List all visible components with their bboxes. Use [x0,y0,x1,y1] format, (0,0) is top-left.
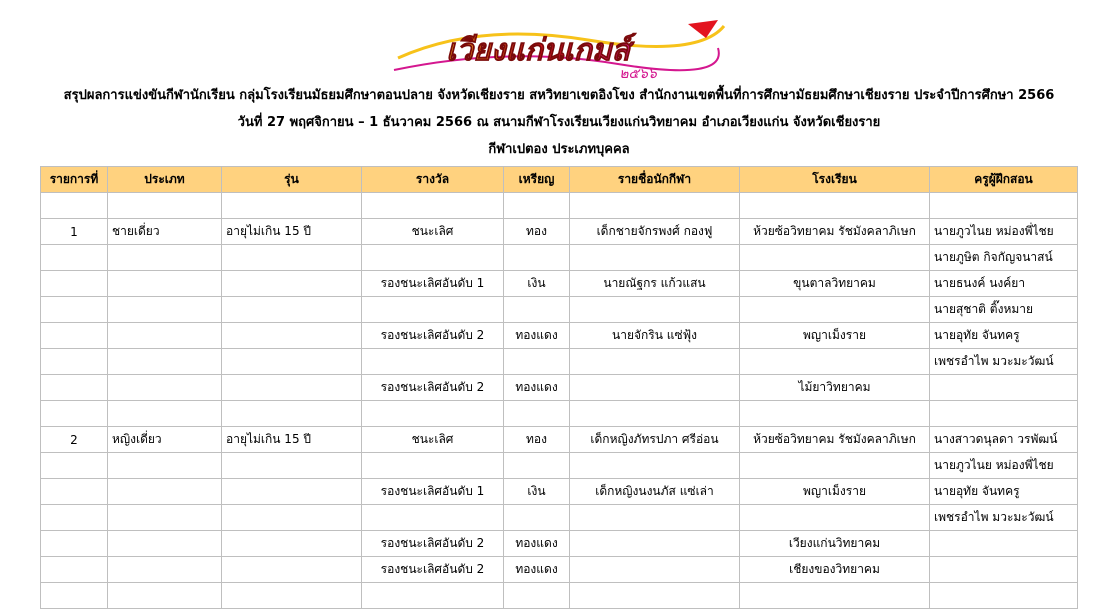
award-cell [362,349,504,375]
coach-cell [930,401,1078,427]
item-no-cell [41,479,108,505]
athlete-cell: นายจักริน แซ่ฟุ้ง [570,323,740,349]
col-header-type: ประเภท [108,167,222,193]
school-cell: ขุนตาลวิทยาคม [740,271,930,297]
award-cell: ชนะเลิศ [362,427,504,453]
item-no-cell [41,349,108,375]
table-row [41,427,1078,453]
award-cell [362,245,504,271]
athlete-cell [570,297,740,323]
coach-cell [930,375,1078,401]
school-cell: พญาเม็งราย [740,479,930,505]
coach-cell: นายภูวไนย หม่องพี่ไชย [930,219,1078,245]
medal-cell: ทองแดง [504,531,570,557]
award-cell: รองชนะเลิศอันดับ 2 [362,375,504,401]
type-cell [108,453,222,479]
medal-cell: เงิน [504,271,570,297]
coach-cell: นายสุชาติ ติ๊งหมาย [930,297,1078,323]
summary-title: สรุปผลการแข่งขันกีฬานักเรียน กลุ่มโรงเรียนมัธยมศึกษาตอนปลาย จังหวัดเชียงราย สหวิทยาเขตอิงโขง สำนักงานเขตพื้นที่การศึกษามัธยมศึกษาเชียงราย ประจำปีการศึกษา 2566 [63,88,1055,103]
athlete-cell: เด็กชายจักรพงศ์ กองฟู [570,219,740,245]
award-cell: ชนะเลิศ [362,219,504,245]
coach-cell: นางสาวดนุลดา วรพัฒน์ [930,427,1078,453]
medal-cell: ทอง [504,427,570,453]
type-cell [108,531,222,557]
age-class-cell [222,323,362,349]
medal-cell [504,297,570,323]
table-row [41,193,1078,219]
athlete-cell: นายณัฐกร แก้วแสน [570,271,740,297]
age-class-cell [222,245,362,271]
item-no-cell: 1 [41,219,108,245]
athlete-cell: เด็กหญิงภัทรปภา ศรีอ่อน [570,427,740,453]
table-row [41,323,1078,349]
age-class-cell [222,583,362,609]
athlete-cell [570,557,740,583]
school-cell [740,453,930,479]
age-class-cell [222,505,362,531]
medal-cell: ทองแดง [504,323,570,349]
age-class-cell [222,401,362,427]
col-header-school: โรงเรียน [740,167,930,193]
table-row [41,505,1078,531]
type-cell [108,245,222,271]
award-cell: รองชนะเลิศอันดับ 2 [362,323,504,349]
award-cell [362,297,504,323]
coach-cell [930,583,1078,609]
medal-cell [504,193,570,219]
age-class-cell [222,453,362,479]
item-no-cell [41,557,108,583]
col-header-medal: เหรียญ [504,167,570,193]
athlete-cell [570,245,740,271]
table-row [41,453,1078,479]
coach-cell: นายอุทัย จันทครู [930,323,1078,349]
coach-cell [930,193,1078,219]
school-cell [740,401,930,427]
athlete-cell [570,193,740,219]
logo-year: ๒๕๖๖ [619,66,657,82]
table-row [41,557,1078,583]
coach-cell: นายอุทัย จันทครู [930,479,1078,505]
coach-cell [930,557,1078,583]
age-class-cell [222,297,362,323]
item-no-cell [41,583,108,609]
type-cell [108,297,222,323]
table-row [41,375,1078,401]
school-cell [740,583,930,609]
school-cell: ห้วยซ้อวิทยาคม รัชมังคลาภิเษก [740,427,930,453]
results-table [40,166,1078,609]
item-no-cell [41,505,108,531]
age-class-cell: อายุไม่เกิน 15 ปี [222,427,362,453]
school-cell [740,505,930,531]
medal-cell: เงิน [504,479,570,505]
medal-cell [504,583,570,609]
logo-title: เวียงแก่นเกมส์ [446,33,630,68]
type-cell [108,401,222,427]
table-row [41,271,1078,297]
coach-cell: นายภูวไนย หม่องพี่ไชย [930,453,1078,479]
type-cell [108,375,222,401]
item-no-cell: 2 [41,427,108,453]
school-cell [740,245,930,271]
award-cell [362,193,504,219]
medal-cell: ทอง [504,219,570,245]
type-cell [108,193,222,219]
event-date-venue: วันที่ 27 พฤศจิกายน – 1 ธันวาคม 2566 ณ สนามกีฬาโรงเรียนเวียงแก่นวิทยาคม อำเภอเวียงแก่น จังหวัดเชียงราย [237,115,881,130]
col-header-item-no: รายการที่ [41,167,108,193]
type-cell [108,323,222,349]
type-cell [108,505,222,531]
table-row [41,245,1078,271]
age-class-cell [222,375,362,401]
age-class-cell [222,349,362,375]
type-cell [108,271,222,297]
athlete-cell [570,505,740,531]
award-cell: รองชนะเลิศอันดับ 2 [362,531,504,557]
athlete-cell [570,453,740,479]
type-cell: หญิงเดี่ยว [108,427,222,453]
school-cell [740,193,930,219]
item-no-cell [41,271,108,297]
award-cell: รองชนะเลิศอันดับ 1 [362,479,504,505]
type-cell [108,349,222,375]
col-header-athlete: รายชื่อนักกีฬา [570,167,740,193]
event-logo-graphic [388,18,728,84]
school-cell: ไม้ยาวิทยาคม [740,375,930,401]
coach-cell: เพชรอำไพ มวะมะวัฒน์ [930,505,1078,531]
athlete-cell [570,349,740,375]
age-class-cell [222,193,362,219]
table-row [41,349,1078,375]
medal-cell [504,453,570,479]
award-cell [362,505,504,531]
col-header-age-class: รุ่น [222,167,362,193]
award-cell [362,453,504,479]
award-cell: รองชนะเลิศอันดับ 1 [362,271,504,297]
age-class-cell [222,531,362,557]
sport-category-title: กีฬาเปตอง ประเภทบุคคล [488,142,630,157]
award-cell [362,401,504,427]
award-cell: รองชนะเลิศอันดับ 2 [362,557,504,583]
school-cell [740,297,930,323]
item-no-cell [41,531,108,557]
award-cell [362,583,504,609]
event-logo [388,18,728,84]
table-row [41,531,1078,557]
age-class-cell [222,479,362,505]
school-cell: เชียงของวิทยาคม [740,557,930,583]
school-cell: พญาเม็งราย [740,323,930,349]
medal-cell: ทองแดง [504,375,570,401]
item-no-cell [41,297,108,323]
type-cell [108,557,222,583]
athlete-cell [570,531,740,557]
item-no-cell [41,193,108,219]
age-class-cell: อายุไม่เกิน 15 ปี [222,219,362,245]
age-class-cell [222,271,362,297]
table-header-row [41,167,1078,193]
school-cell: เวียงแก่นวิทยาคม [740,531,930,557]
item-no-cell [41,375,108,401]
col-header-award: รางวัล [362,167,504,193]
school-cell [740,349,930,375]
age-class-cell [222,557,362,583]
table-row [41,583,1078,609]
school-cell: ห้วยซ้อวิทยาคม รัชมังคลาภิเษก [740,219,930,245]
medal-cell [504,505,570,531]
table-row [41,479,1078,505]
coach-cell: นายธนงค์ นงค์ยา [930,271,1078,297]
medal-cell [504,245,570,271]
results-table-body [41,193,1078,609]
col-header-coach: ครูผู้ฝึกสอน [930,167,1078,193]
item-no-cell [41,245,108,271]
medal-cell [504,349,570,375]
type-cell [108,583,222,609]
coach-cell: เพชรอำไพ มวะมะวัฒน์ [930,349,1078,375]
item-no-cell [41,323,108,349]
item-no-cell [41,453,108,479]
item-no-cell [41,401,108,427]
coach-cell: นายภูษิต กิจกัญจนาสน์ [930,245,1078,271]
medal-cell [504,401,570,427]
type-cell: ชายเดี่ยว [108,219,222,245]
athlete-cell: เด็กหญิงนงนภัส แซ่เล่า [570,479,740,505]
athlete-cell [570,375,740,401]
table-row [41,219,1078,245]
athlete-cell [570,401,740,427]
athlete-cell [570,583,740,609]
medal-cell: ทองแดง [504,557,570,583]
table-row [41,401,1078,427]
table-row [41,297,1078,323]
type-cell [108,479,222,505]
coach-cell [930,531,1078,557]
